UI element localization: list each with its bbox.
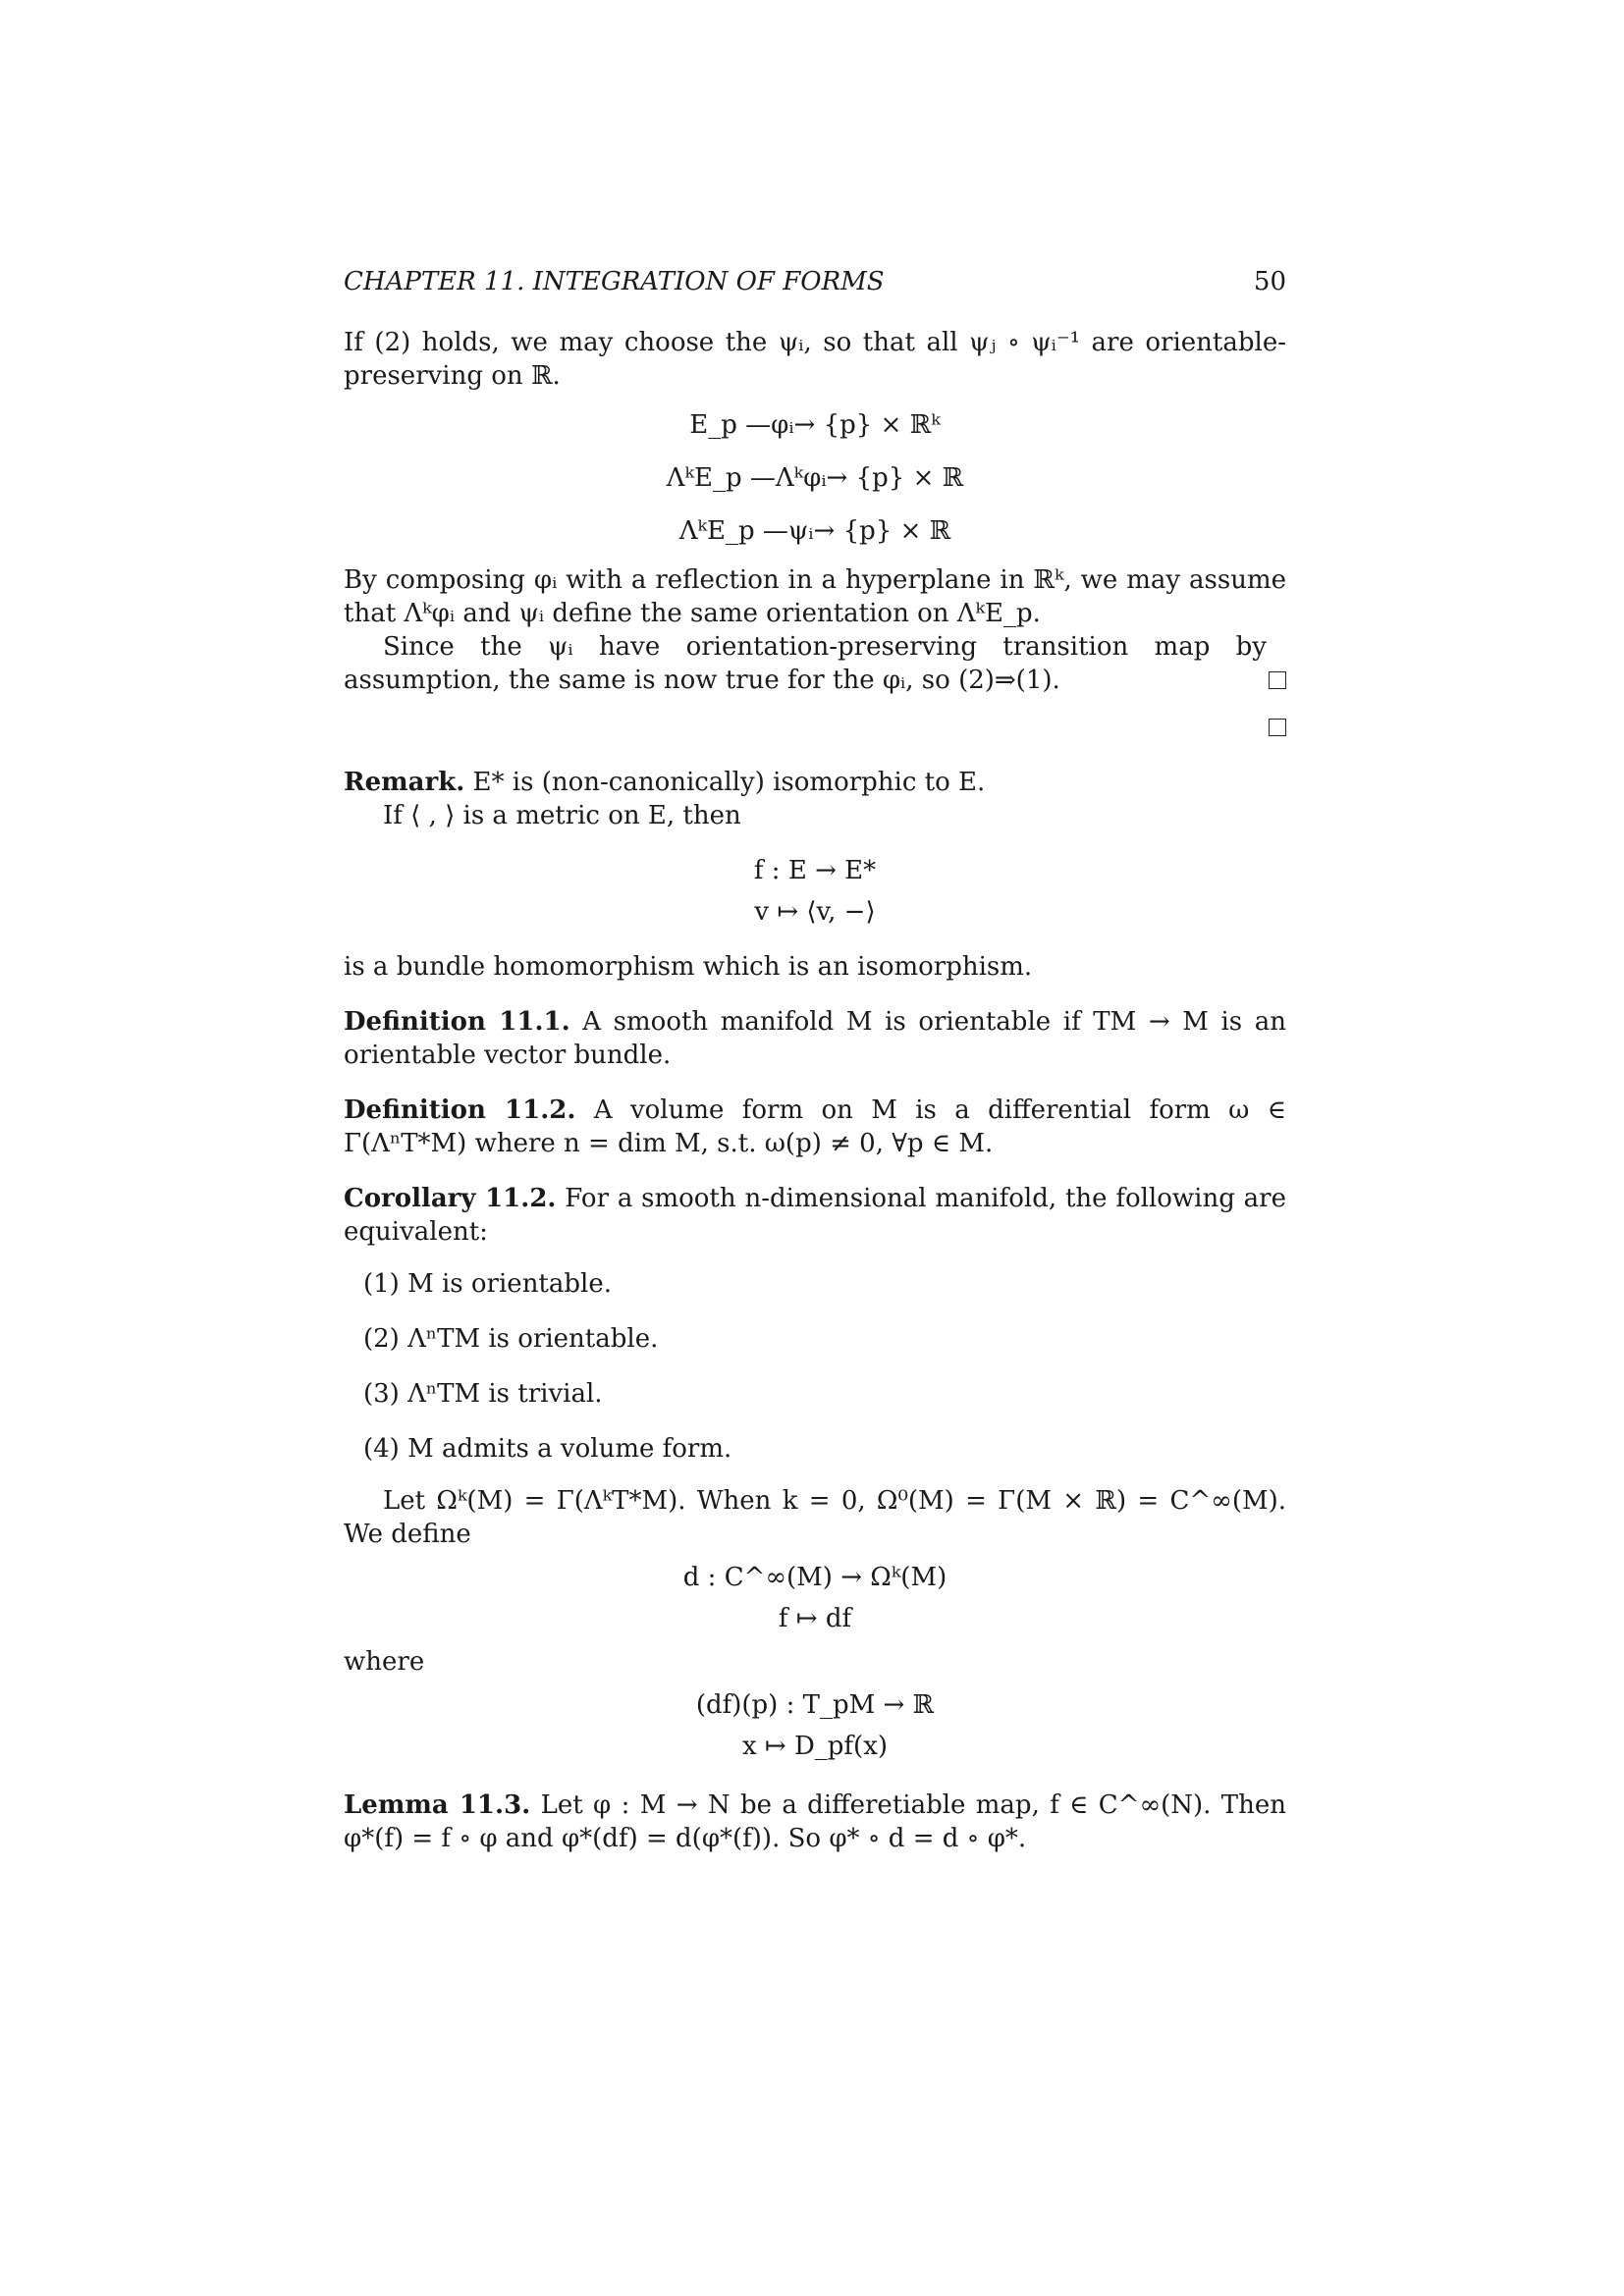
definition-11-1-text: A smooth manifold M is orientable if TM → M is an orientable vector bundle. — [344, 1007, 1286, 1070]
definition-11-1-label: Definition 11.1. — [344, 1007, 570, 1037]
corollary-list — [363, 1256, 1286, 1476]
running-header — [344, 265, 1286, 304]
proof-display-maps — [344, 399, 1286, 558]
remark-line-2: If ⟨ , ⟩ is a metric on E, then — [383, 801, 741, 830]
list-item: (3) ΛⁿTM is trivial. — [363, 1379, 603, 1409]
list-item: (1) M is orientable. — [363, 1269, 612, 1299]
omega-display-2 — [344, 1684, 1286, 1767]
definition-11-2-text: A volume form on M is a differential form ω ∈ Γ(ΛⁿT*M) where n = dim M, s.t. ω(p) ≠ 0, ∀p ∈ M. — [344, 1095, 1286, 1158]
page-number: 50 — [1253, 267, 1286, 296]
lemma-11-3-text: Let φ : M → N be a differetiable map, f ∈ C^∞(N). Then φ*(f) = f ∘ φ and φ*(df) = d(φ*(f)). So φ* ∘ d = d ∘ φ*. — [344, 1790, 1286, 1853]
lemma-11-3 — [344, 1789, 1286, 1855]
definition-11-1 — [344, 1005, 1286, 1072]
display-line-1: E_p —φᵢ→ {p} × ℝᵏ — [689, 410, 941, 440]
remark-text: E* is (non-canonically) isomorphic to E. — [472, 768, 986, 797]
remark-display-line-1: f : E → E* — [753, 856, 877, 885]
remark-display-line-2: v ↦ ⟨v, −⟩ — [754, 897, 876, 927]
list-item: (4) M admits a volume form. — [363, 1434, 732, 1464]
qed-square-icon — [1269, 671, 1286, 689]
remark-label: Remark. — [344, 768, 465, 797]
omega-display-line-2: f ↦ df — [778, 1604, 852, 1633]
page — [344, 265, 1286, 1855]
definition-11-2 — [344, 1094, 1286, 1160]
qed-square-icon — [1269, 719, 1286, 736]
corollary-11-2-text: For a smooth n-dimensional manifold, the following are equivalent: — [344, 1184, 1286, 1247]
corollary-11-2-label: Corollary 11.2. — [344, 1184, 557, 1213]
remark — [344, 766, 1286, 799]
display-line-3: ΛᵏE_p —ψᵢ→ {p} × ℝ — [678, 516, 951, 546]
omega-display-2-line-2: x ↦ D_pf(x) — [741, 1732, 889, 1761]
omega-display-line-1: d : C^∞(M) → Ωᵏ(M) — [682, 1563, 947, 1592]
proof-paragraph-3: Since the ψᵢ have orientation-preserving transition map by assumption, the same is now true for the φᵢ, so (2)⇒(1). — [344, 632, 1267, 695]
definition-11-2-label: Definition 11.2. — [344, 1095, 576, 1125]
lemma-11-3-label: Lemma 11.3. — [344, 1790, 531, 1820]
display-line-2: ΛᵏE_p —Λᵏφᵢ→ {p} × ℝ — [666, 463, 964, 493]
chapter-title: CHAPTER 11. INTEGRATION OF FORMS — [344, 267, 885, 296]
remark-display — [344, 850, 1286, 933]
corollary-11-2 — [344, 1182, 1286, 1249]
remark-after: is a bundle homomorphism which is an isomorphism. — [344, 952, 1033, 982]
omega-display-2-line-1: (df)(p) : T_pM → ℝ — [695, 1690, 935, 1720]
proof-paragraph-2: By composing φᵢ with a reflection in a hyperplane in ℝᵏ, we may assume that Λᵏφᵢ and ψᵢ define the same orientation on ΛᵏE_p. — [344, 565, 1286, 628]
where-text: where — [344, 1647, 425, 1677]
proof-paragraph-1: If (2) holds, we may choose the ψᵢ, so that all ψⱼ ∘ ψᵢ⁻¹ are orientable-preserving on ℝ. — [344, 328, 1286, 391]
omega-display — [344, 1557, 1286, 1639]
list-item: (2) ΛⁿTM is orientable. — [363, 1324, 659, 1354]
proof-paragraph-3-line — [344, 630, 1286, 697]
omega-paragraph: Let Ωᵏ(M) = Γ(ΛᵏT*M). When k = 0, Ω⁰(M) = Γ(M × ℝ) = C^∞(M). We define — [344, 1486, 1286, 1549]
